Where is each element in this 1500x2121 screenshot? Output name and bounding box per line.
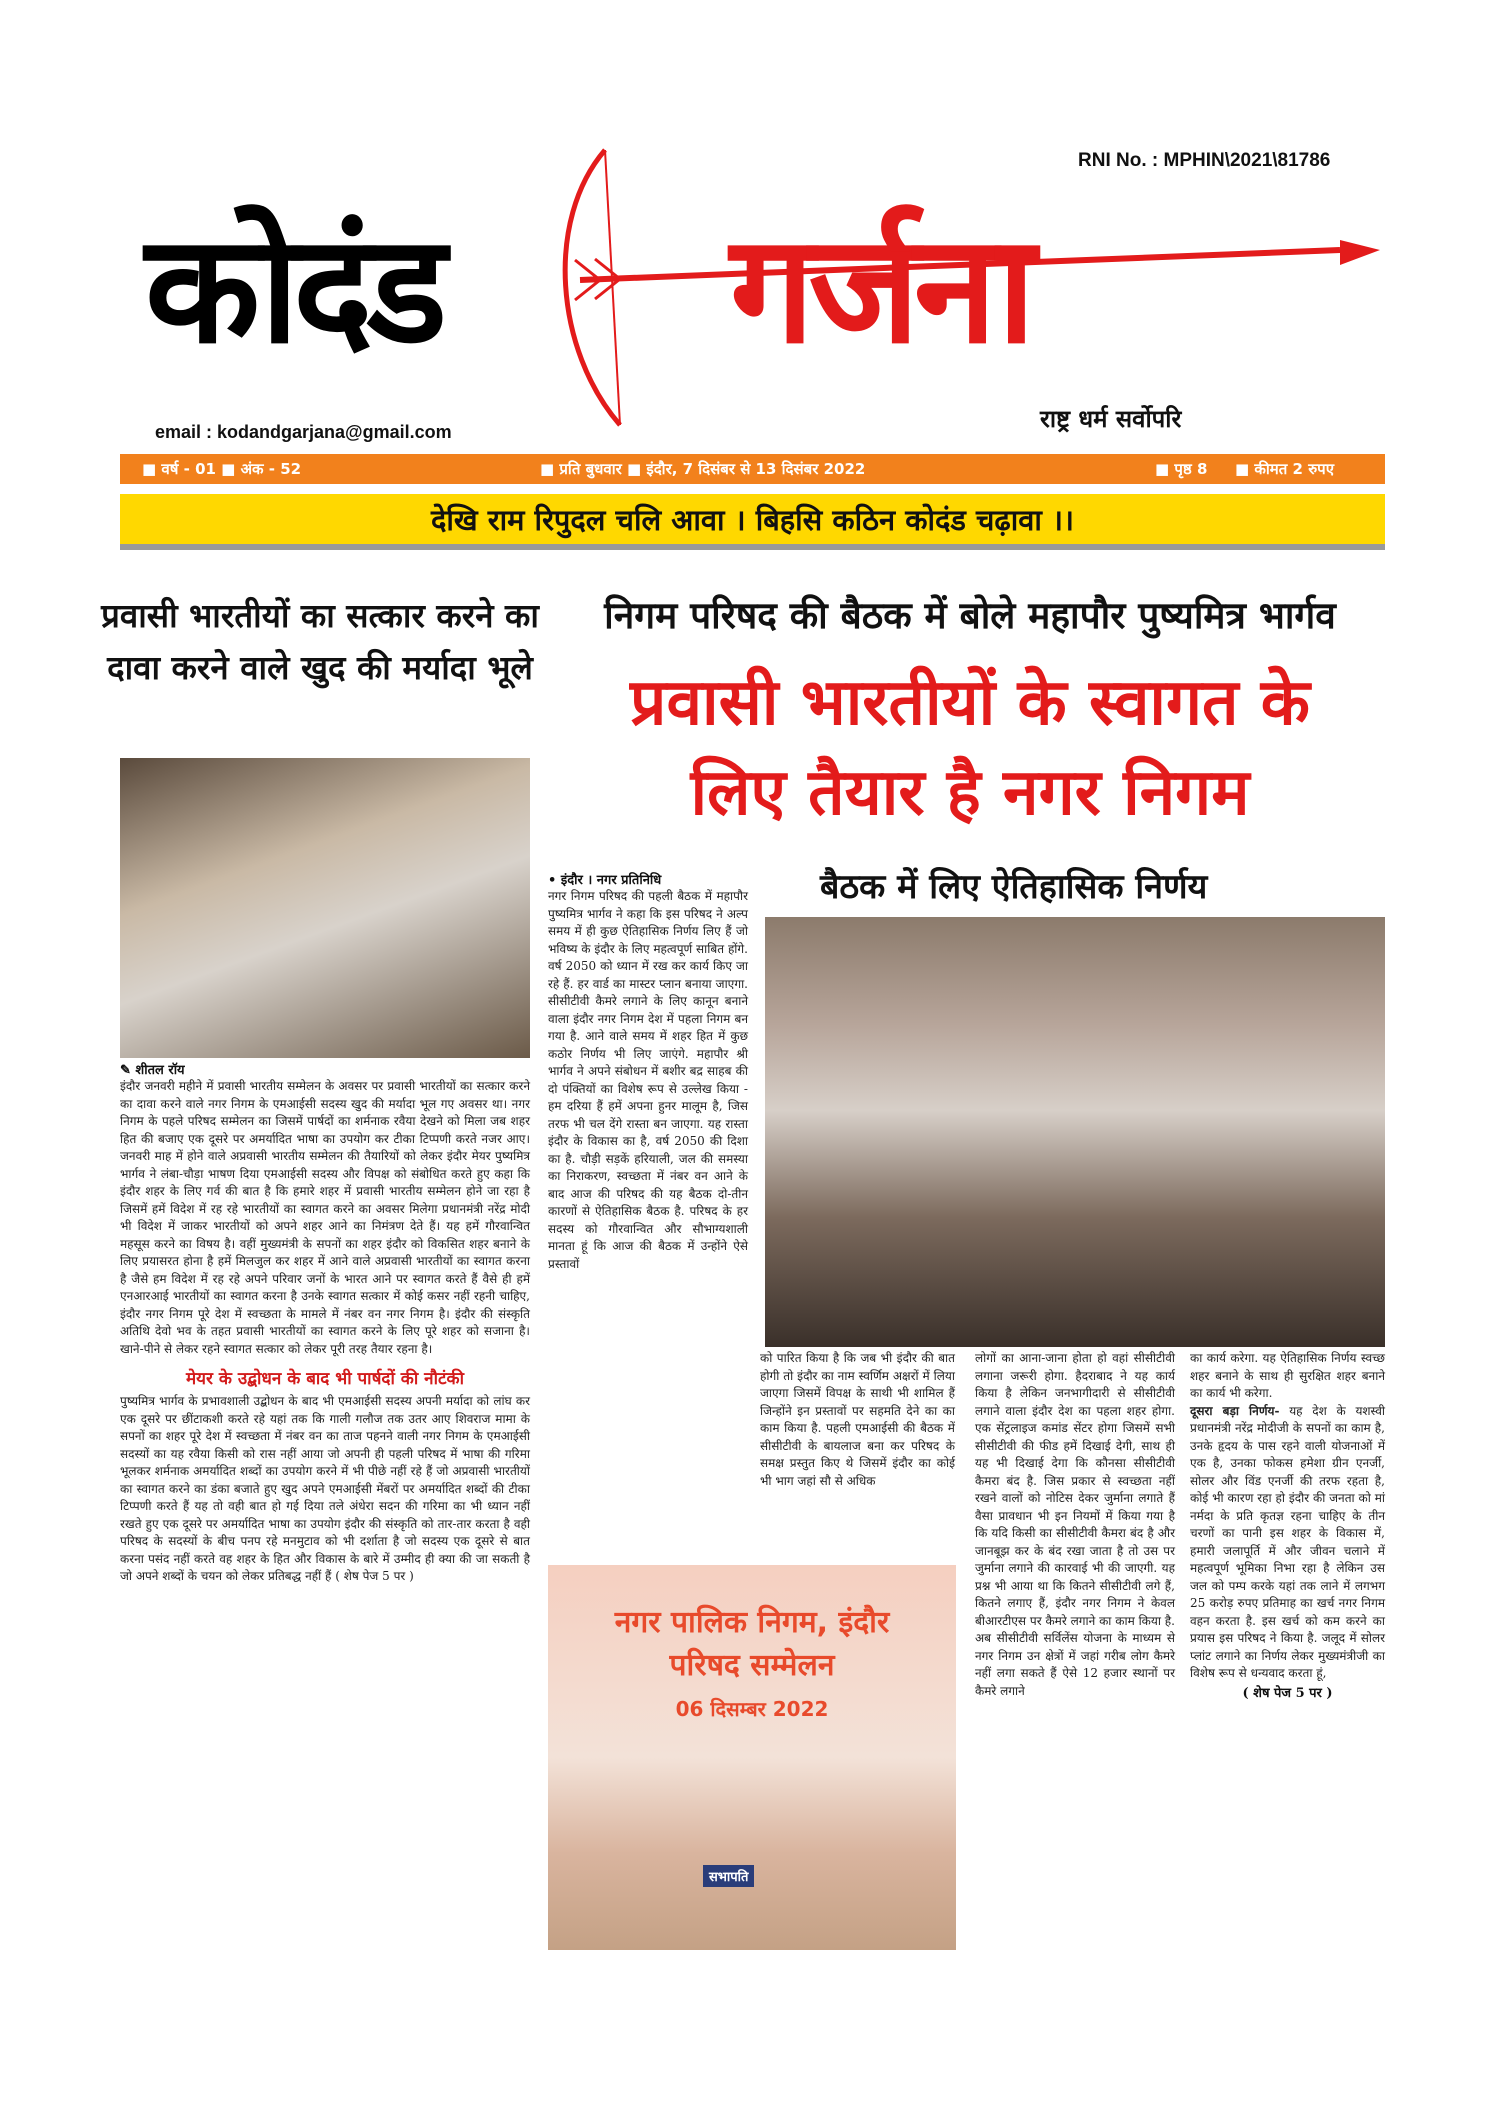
main-story-kicker: निगम परिषद की बैठक में बोले महापौर पुष्यमित्र भार्गव	[604, 593, 1336, 637]
left-story-para2: पुष्यमित्र भार्गव के प्रभावशाली उद्बोधन के बाद भी एमआईसी सदस्य अपनी मर्यादा को लांघ कर एक दूसरे पर छींटाकशी करते रहे यहां तक कि गाली गलौज तक उतर आए शिवराज मामा के सपनों का शहर पूरे देश में स्वच्छता में नंबर वन का ताज पहनने वाली नगर निगम के एमआईसी सदस्यों का यह रवैया किसी को रास नहीं आया जो अपनी ही पहली परिषद में भाषा की गरिमा भूलकर शर्मनाक अमर्यादित शब्दों का उपयोग करने में भी पीछे नहीं रहे हैं जो अप्रवासी भारतीयों का स्वागत करने का डंका बजाते हुए खुद अपने एमआईसी मेंबरों पर अमर्यादित शब्दों की टीका टिप्पणी करते हैं यह तो वही बात हो गई दिया तले अंधेरा सदन की गरिमा का भी ध्यान नहीं रखते हुए एक दूसरे पर अमर्यादित भाषा का उपयोग इंदौर की संस्कृति को तार-तार करता है वही परिषद के सदस्यों के बीच पनप रहे मनमुटाव को भी दर्शाता है जो सदस्य एक दूसरे से बात करना पसंद नहीं करते वह शहर के हित और विकास के बारे में उम्मीद ही क्या की जा सकती है जो अपने शब्दों के चयन को लेकर प्रतिबद्ध नहीं हैं ( शेष पेज 5 पर )	[120, 1394, 530, 1583]
left-story-para1: इंदौर जनवरी महीने में प्रवासी भारतीय सम्मेलन के अवसर पर प्रवासी भारतीयों का सत्कार करने का दावा करने वाले नगर निगम के एमआईसी सदस्य खुद की मर्यादा भूल गए अवसर था। नगर निगम के पहले परिषद सम्मेलन का जिसमें पार्षदों का शर्मनाक रवैया देखने को मिला जब शहर हित की बजाए एक दूसरे पर अमर्यादित भाषा का उपयोग कर टीका टिप्पणी करते नजर आए। जनवरी माह में होने वाले अप्रवासी भारतीय सम्मेलन की तैयारियों को लेकर इंदौर मेयर पुष्यमित्र भार्गव ने लंबा-चौड़ा भाषण दिया एमआईसी सदस्य और विपक्ष को संबोधित करते हुए कहा कि इंदौर शहर के लिए गर्व की बात है कि हमारे शहर में प्रवासी भारतीय सम्मेलन होने जा रहा है जिसमें हमें विदेश में रह रहे भारतीयों का स्वागत करने का अवसर मिलेगा प्रधानमंत्री नरेंद्र मोदी भी विदेश में जाकर भारतीयों को अपने शहर आने का निमंत्रण देते हैं। यह हमें गौरवान्वित महसूस करने का विषय है। वहीं मुख्यमंत्री के सपनों का शहर इंदौर को विकसित शहर बनाने के लिए प्रयासरत होना है हमें मिलजुल कर शहर में आने वाले अप्रवासी भारतीयों का स्वागत करना है जैसे हम विदेश में रह रहे अपने परिवार जनों के भारत आने पर स्वागत करते हैं वैसे ही हमें एनआरआई भारतीयों का स्वागत करना है उनके स्वागत सत्कार में कोई कसर नहीं रहनी चाहिए, इंदौर नगर निगम पूरे देश में स्वच्छता के मामले में नंबर वन नगर निगम है। इंदौर की संस्कृति अतिथि देवो भव के तहत प्रवासी भारतीयों का स्वागत करने के लिए पूरे शहर को सजाना है। खाने-पीने से लेकर रहने स्वागत सत्कार को लेकर पूरी तरह तैयार रहना है।	[120, 1079, 530, 1356]
main-story-col4	[1190, 1350, 1385, 1701]
main-story-col3: लोगों का आना-जाना होता हो वहां सीसीटीवी लगाना जरूरी होगा. हैदराबाद ने यह कार्य किया है लेकिन जनभागीदारी से सीसीटीवी लगाने वाला इंदौर देश का पहला शहर होगा. एक सेंट्रलाइज कमांड सेंटर होगा जिसमें सभी सीसीटीवी की फीड हमें दिखाई देगी, साथ ही यह भी दिखाई देगा कि कौनसा सीसीटीवी कैमरा बंद है. जिस प्रकार से स्वच्छता नहीं रखने वालों को नोटिस देकर जुर्माना लगाते हैं वैसा प्रावधान भी इन नियमों में किया गया है कि यदि किसी का सीसीटीवी कैमरा बंद है और जानबूझ कर के बंद रखा जाता है तो उस पर जुर्माना लगाने की कारवाई भी की जाएगी. यह प्रश्न भी आया था कि कितने सीसीटीवी लगे हैं, कितने लगाए हैं, इंदौर नगर निगम ने केवल बीआरटीएस पर कैमरे लगाने का काम किया है. अब सीसीटीवी सर्विलेंस योजना के माध्यम से नगर निगम उन क्षेत्रों में जहां गरीब लोग कैमरे नहीं लगा सकते हैं ऐसे 12 हजार स्थानों पर कैमरे लगाने	[975, 1351, 1175, 1698]
photo-banner-title: नगर पालिक निगम, इंदौर	[614, 1605, 890, 1640]
chairperson-nameplate: सभापति	[703, 1865, 754, 1887]
issue-page: ■ पृष्ठ 8	[1155, 460, 1208, 478]
email-address: email : kodandgarjana@gmail.com	[155, 422, 452, 442]
main-story-col4b: यह देश के यशस्वी प्रधानमंत्री नरेंद्र मोदीजी के सपनों का काम है, उनके हृदय के पास रहने वाली योजनाओं में एक है, उनका फोकस हमेशा ग्रीन एनर्जी, सोलर और विंड एनर्जी की तरफ रहता है, कोई भी कारण रहा हो इंदौर की जनता को मां नर्मदा के प्रति कृतज्ञ रहना चाहिए के तीन चरणों का पानी इस शहर के विकास में, हमारी जलापूर्ति में और जीवन चलाने में महत्वपूर्ण भूमिका निभा रहा है लेकिन उस जल को पम्प करके यहां तक लाने में लगभग 25 करोड़ रुपए प्रतिमाह का खर्च नगर निगम वहन करता है. इस खर्च को कम करने का प्रयास इस परिषद ने किया है. जलूद में सोलर प्लांट लगाने का निर्णय लेकर मुख्यमंत्रीजी का विशेष रूप से धन्यवाद करता हूं,	[1190, 1403, 1386, 1680]
left-story-subhead: मेयर के उद्बोधन के बाद भी पार्षदों की नौटंकी	[185, 1369, 465, 1389]
main-story-col4-subhead: दूसरा बड़ा निर्णय-	[1190, 1403, 1280, 1418]
main-story-col1-text: नगर निगम परिषद की पहली बैठक में महापौर पुष्यमित्र भार्गव ने कहा कि इस परिषद ने अल्प समय में ही कुछ ऐतिहासिक निर्णय लिए हैं जो भविष्य के इंदौर के लिए महत्वपूर्ण साबित होंगे. वर्ष 2050 को ध्यान में रख कर कार्य किए जा रहे हैं. हर वार्ड का मास्टर प्लान बनाया जाएगा. सीसीटीवी कैमरे लगाने के लिए कानून बनाने वाला इंदौर नगर निगम देश में पहला निगम बन गया है. आने वाले समय में शहर हित में कुछ कठोर निर्णय भी लिए जाएंगे. महापौर श्री भार्गव ने अपने संबोधन में बशीर बद्र साहब की दो पंक्तियों का विशेष रूप से उल्लेख किया - हम दरिया हैं हमें अपना हुनर मालूम है, जिस तरफ भी चल देंगे रास्ता बन जाएगा. यह रास्ता इंदौर के विकास का है, वर्ष 2050 की दिशा का है. चौड़ी सड़कें हरियाली, जल की समस्या का निराकरण, स्वच्छता में नंबर वन आने के बाद आज की परिषद की यह बैठक दो-तीन कारणों से ऐतिहासिक बैठक है. परिषद के हर सदस्य को गौरवान्वित और सौभाग्यशाली मानता हूं कि आज की बैठक में उन्होंने ऐसे प्रस्तावों	[548, 889, 748, 1271]
left-story-headline: प्रवासी भारतीयों का सत्कार करने का दावा करने वाले खुद की मर्यादा भूले	[101, 596, 539, 687]
main-story-continued: ( शेष पेज 5 पर )	[1242, 1685, 1333, 1701]
quote-banner: देखि राम रिपुदल चलि आवा । बिहसि कठिन कोदंड चढ़ावा ।।	[120, 494, 1385, 550]
main-story-subhead: बैठक में लिए ऐतिहासिक निर्णय	[820, 867, 1208, 907]
main-headline-line1: प्रवासी भारतीयों के स्वागत के	[630, 666, 1310, 740]
main-story-col4a: का कार्य करेगा. यह ऐतिहासिक निर्णय स्वच्छ शहर बनाने के साथ ही सुरक्षित शहर बनाने का कार्य भी करेगा.	[1190, 1351, 1385, 1400]
main-story-byline: • इंदौर । नगर प्रतिनिधि	[548, 873, 662, 888]
left-story-body	[120, 1060, 530, 1586]
rni-number: RNI No. : MPHIN\2021\81786	[1078, 150, 1331, 171]
main-story-col1	[548, 870, 748, 1273]
photo-banner-subtitle: परिषद सम्मेलन	[669, 1648, 835, 1683]
masthead-title-right: गर्जना	[730, 203, 1030, 377]
council-session-photo	[548, 1565, 956, 1950]
issue-info-bar	[120, 454, 1385, 484]
issue-price: ■ कीमत 2 रुपए	[1235, 460, 1334, 478]
photo-banner-date: 06 दिसम्बर 2022	[675, 1697, 829, 1721]
issue-year: ■ वर्ष - 01 ■ अंक - 52	[142, 460, 302, 478]
main-story-col2: को पारित किया है कि जब भी इंदौर की बात होगी तो इंदौर का नाम स्वर्णिम अक्षरों में लिया जाएगा जिसमें विपक्ष के साथी भी शामिल हैं जिन्होंने इन प्रस्तावों पर सहमति देने का का काम किया है. पहली एमआईसी की बैठक में सीसीटीवी के बायलाज बना कर परिषद के समक्ष प्रस्तुत किए थे जिसमें इंदौर का कोई भी भाग जहां सौ से अधिक	[760, 1351, 955, 1488]
main-story-headline	[550, 658, 1390, 838]
council-meeting-photo	[120, 758, 530, 1058]
left-story-byline: ✎ शीतल रॉय	[120, 1063, 185, 1078]
issue-date: ■ प्रति बुधवार ■ इंदौर, 7 दिसंबर से 13 दिसंबर 2022	[540, 460, 866, 478]
mayor-meeting-photo	[765, 917, 1385, 1347]
masthead-title-left: कोदंड	[145, 203, 441, 377]
masthead-slogan: राष्ट्र धर्म सर्वोपरि	[1040, 405, 1182, 433]
main-headline-line2: लिए तैयार है नगर निगम	[690, 756, 1250, 830]
